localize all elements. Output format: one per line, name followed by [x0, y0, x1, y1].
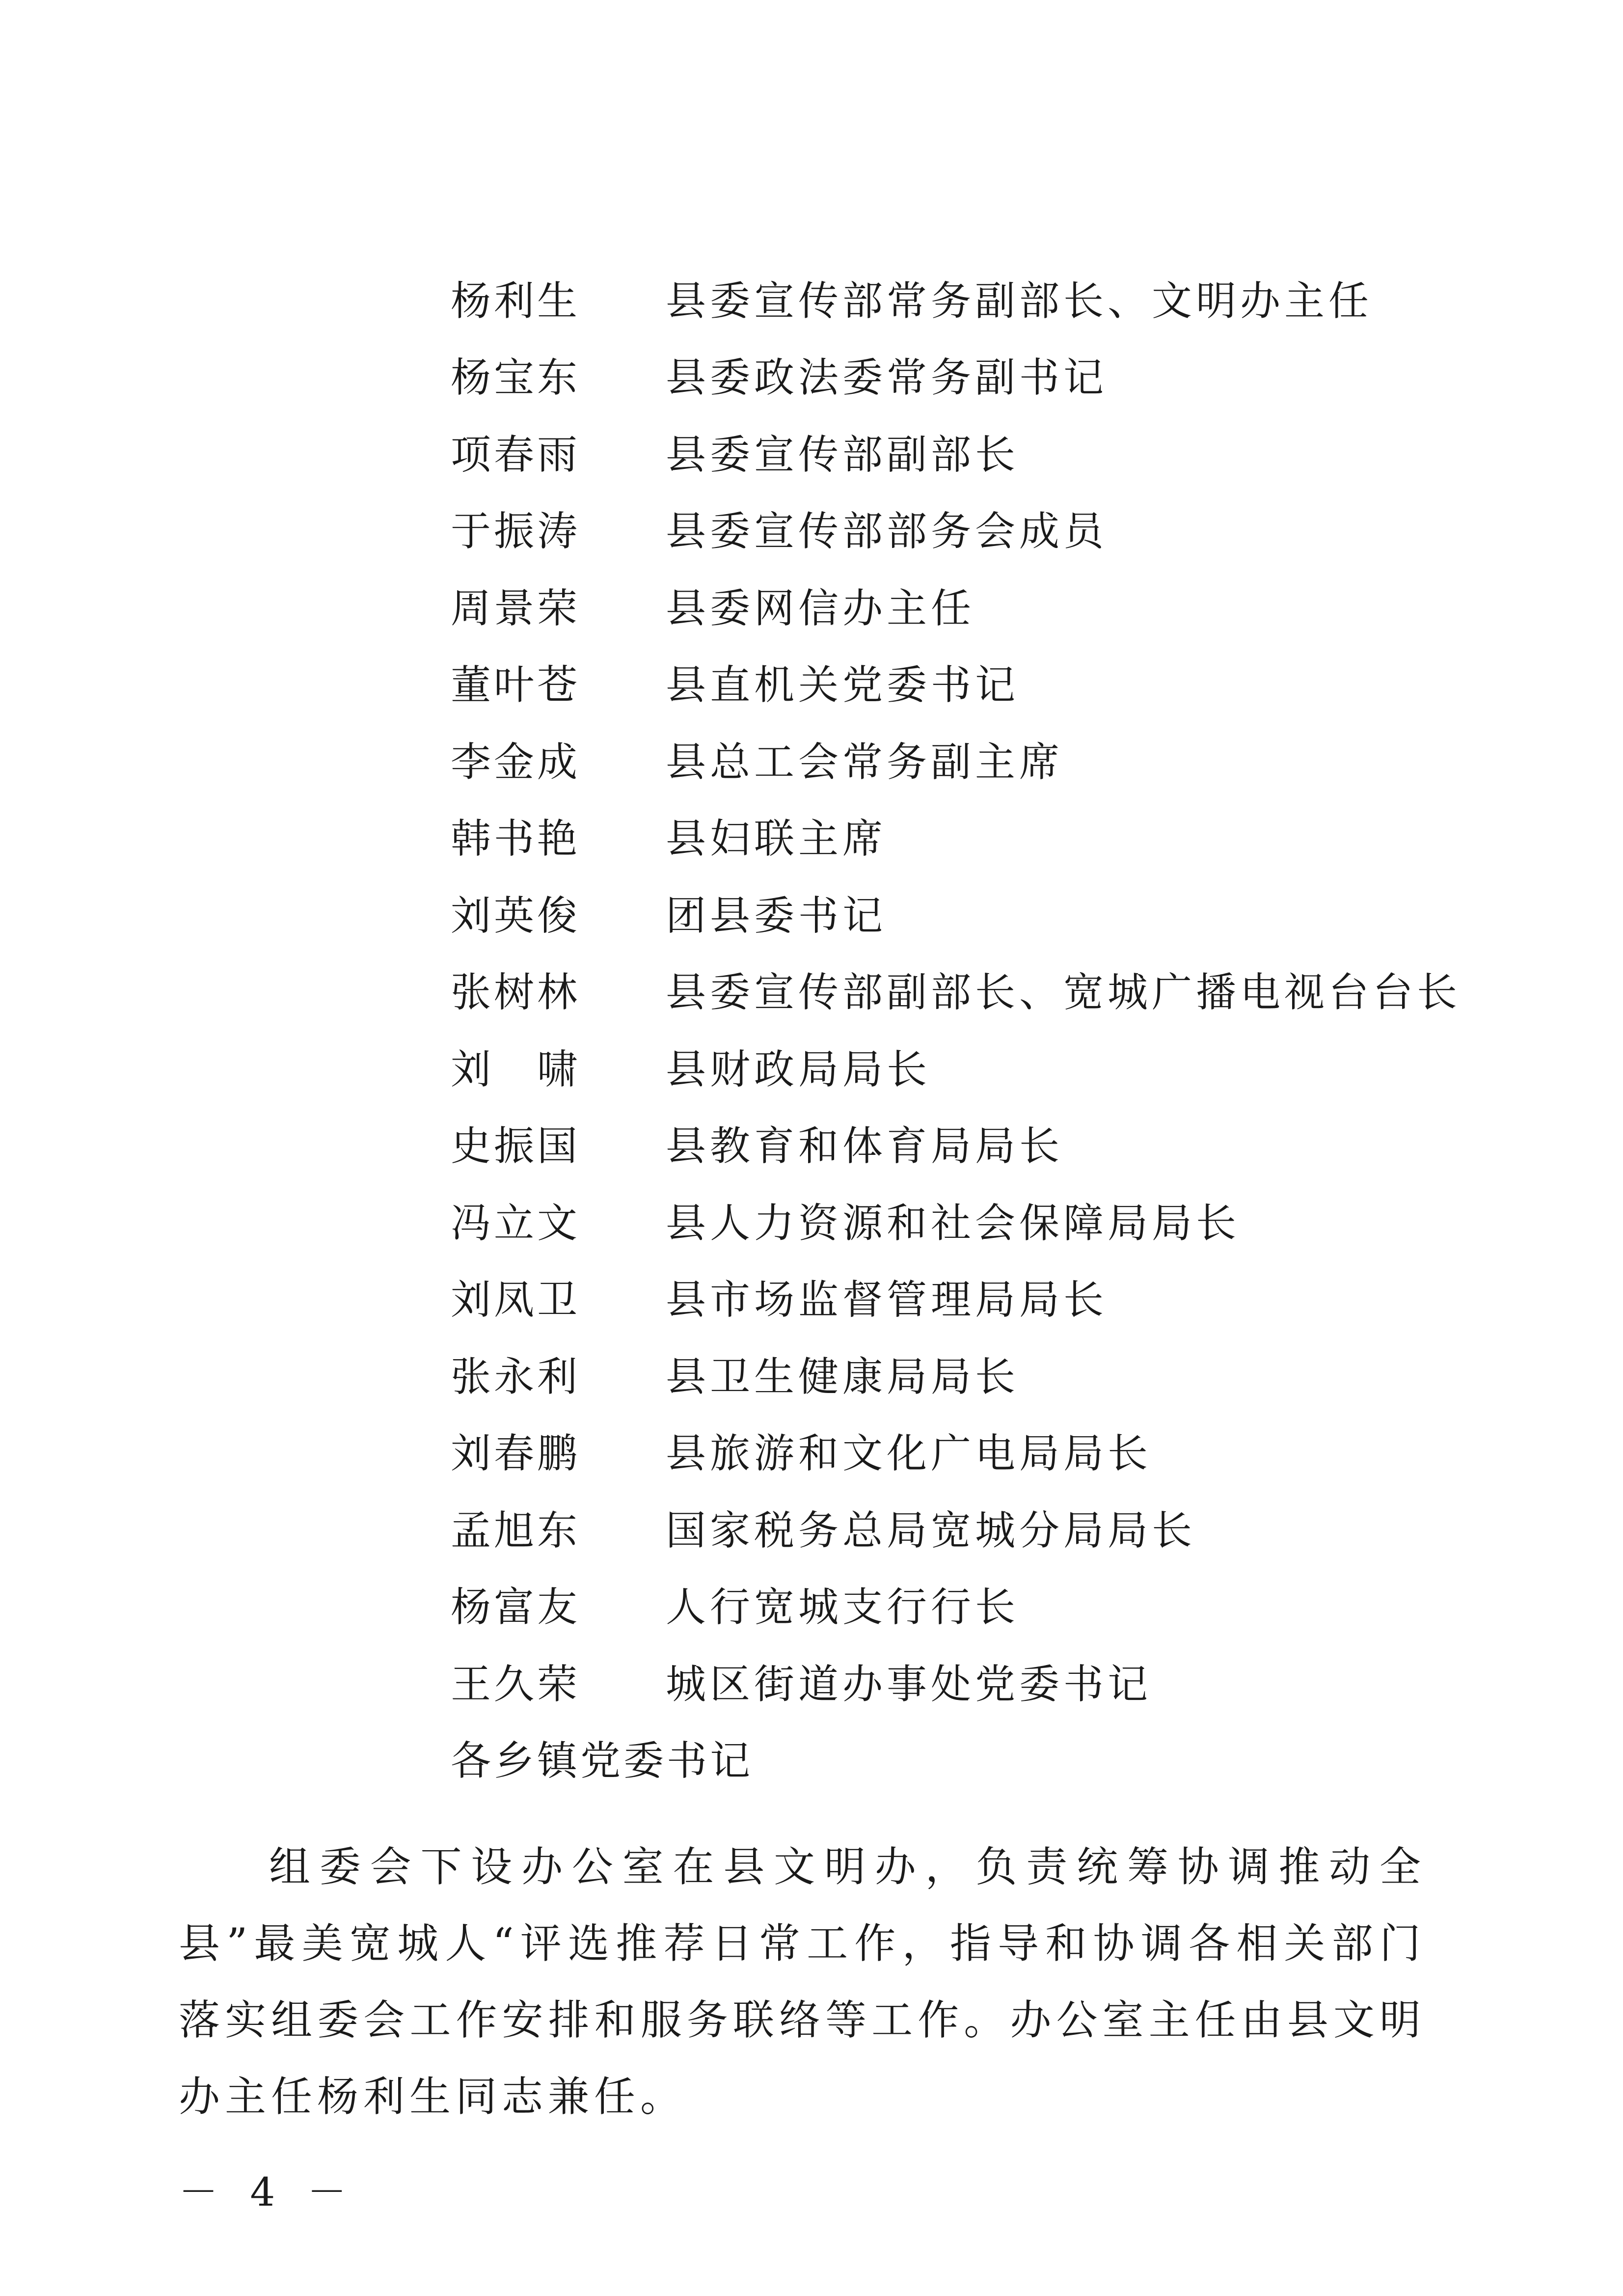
member-row [451, 797, 1482, 875]
member-row [451, 874, 1482, 951]
member-row [451, 413, 1482, 490]
member-name: 冯立文 [451, 1200, 581, 1247]
member-position: 城区街道办事处党委书记 [666, 1661, 1152, 1708]
member-name: 史振国 [451, 1123, 581, 1170]
member-position: 县委宣传部常务副部长、文明办主任 [666, 277, 1373, 325]
member-position: 县财政局局长 [666, 1046, 931, 1093]
member-name: 孟旭东 [451, 1507, 581, 1554]
member-position: 县人力资源和社会保障局局长 [666, 1200, 1241, 1247]
member-position: 县委宣传部副部长、宽城广播电视台台长 [666, 969, 1461, 1016]
member-position: 县市场监督管理局局长 [666, 1277, 1108, 1324]
member-name: 刘凤卫 [451, 1277, 581, 1324]
member-position: 团县委书记 [666, 892, 887, 939]
member-row [451, 720, 1482, 797]
member-name: 于振涛 [451, 508, 581, 555]
member-name: 刘 啸 [451, 1046, 581, 1093]
member-row [451, 951, 1482, 1028]
member-name: 董叶苍 [451, 662, 581, 709]
member-row [451, 1489, 1482, 1566]
member-row [451, 259, 1482, 336]
member-name: 王久荣 [451, 1661, 581, 1708]
member-position: 县妇联主席 [666, 816, 887, 863]
member-name: 项春雨 [451, 431, 581, 478]
extra-member-row: 各乡镇党委书记 [451, 1738, 754, 1785]
member-position: 县教育和体育局局长 [666, 1123, 1064, 1170]
member-name: 杨宝东 [451, 355, 581, 402]
member-row [451, 336, 1482, 413]
member-position: 国家税务总局宽城分局局长 [666, 1507, 1196, 1554]
member-row [451, 1335, 1482, 1412]
member-name: 张永利 [451, 1353, 581, 1400]
member-row [451, 490, 1482, 567]
member-name: 韩书艳 [451, 816, 581, 863]
member-position: 县委宣传部副部长 [666, 431, 1020, 478]
member-row [451, 1105, 1482, 1182]
member-position: 县委宣传部部务会成员 [666, 508, 1108, 555]
member-position: 县直机关党委书记 [666, 662, 1020, 709]
member-row [451, 1642, 1482, 1720]
member-name: 刘春鹏 [451, 1430, 581, 1477]
member-position: 县总工会常务副主席 [666, 738, 1064, 786]
member-position: 县委网信办主任 [666, 585, 975, 632]
member-position: 人行宽城支行行长 [666, 1584, 1020, 1631]
member-row [451, 1258, 1482, 1336]
member-name: 张树林 [451, 969, 581, 1016]
member-row [451, 567, 1482, 644]
member-position: 县卫生健康局局长 [666, 1353, 1020, 1400]
page-number: － 4 － [179, 2169, 356, 2215]
member-name: 李金成 [451, 738, 581, 786]
member-name: 杨利生 [451, 277, 581, 325]
member-row [451, 1028, 1482, 1105]
member-name: 周景荣 [451, 585, 581, 632]
member-row [451, 644, 1482, 721]
member-row [451, 1566, 1482, 1643]
member-row [451, 1412, 1482, 1489]
member-position: 县委政法委常务副书记 [666, 355, 1108, 402]
member-list [451, 259, 1482, 1796]
member-name: 杨富友 [451, 1584, 581, 1631]
member-position: 县旅游和文化广电局局长 [666, 1430, 1152, 1477]
member-name: 刘英俊 [451, 892, 581, 939]
member-row [451, 1181, 1482, 1258]
office-paragraph: 组委会下设办公室在县文明办，负责统筹协调推动全县”最美宽城人“评选推荐日常工作，指导和协调各相关部门落实组委会工作安排和服务联络等工作。办公室主任由县文明办主任杨利生同志兼任。 [179, 1843, 1426, 2121]
